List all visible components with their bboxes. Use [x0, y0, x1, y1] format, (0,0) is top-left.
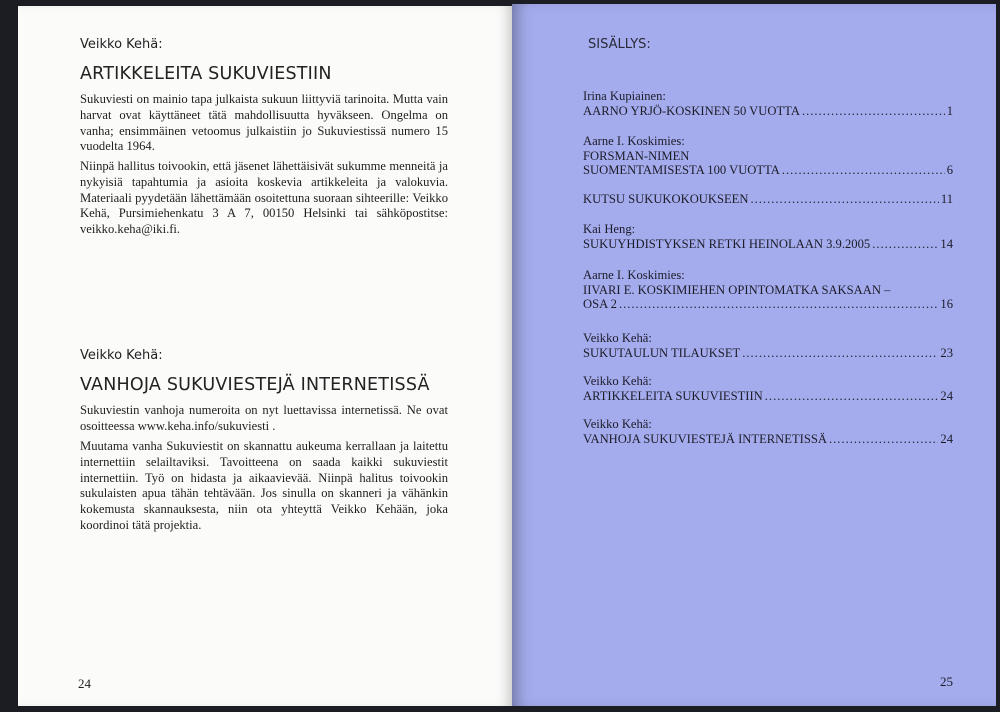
left-page — [18, 6, 512, 706]
toc-entry-page: 24 — [940, 431, 953, 446]
article2-paragraph-1: Sukuviestin vanhoja numeroita on nyt luettavissa internetissä. Ne ovat osoitteessa www.keha.info/sukuviesti . — [80, 403, 448, 433]
page-number-right: 25 — [940, 674, 953, 689]
toc-entry-title-line — [583, 237, 953, 252]
toc-title: SISÄLLYS: — [588, 37, 651, 52]
toc-entry-title-line — [583, 389, 953, 404]
toc-entry-page: 23 — [940, 345, 953, 360]
toc-dot-leader — [750, 192, 938, 207]
toc-entry-page: 6 — [946, 163, 953, 178]
toc-entry-page: 16 — [940, 297, 953, 312]
toc-entry-title-line: FORSMAN-NIMEN — [583, 148, 690, 163]
toc-dot-leader — [872, 237, 938, 252]
toc-entry-title: SUKUTAULUN TILAUKSET — [583, 345, 741, 360]
toc-entry-title: ARTIKKELEITA SUKUVIESTIIN — [583, 388, 763, 403]
toc-entry-author: Irina Kupiainen: — [583, 89, 666, 103]
toc-entry — [583, 374, 953, 403]
toc-entry-page: 24 — [940, 388, 953, 403]
toc-entry-title: SUKUYHDISTYKSEN RETKI HEINOLAAN 3.9.2005 — [583, 236, 871, 251]
toc-entry-title: AARNO YRJÖ-KOSKINEN 50 VUOTTA — [583, 103, 800, 118]
toc-entry-page: 14 — [940, 236, 953, 251]
article1-paragraph-1: Sukuviesti on mainio tapa julkaista sukuun liittyviä tarinoita. Mutta vain harvat ovat käyttäneet tätä mahdollisuutta hyväkseen. Ongelma on vanha; ensimmäinen vetoomus julkaistiin jo Sukuviestissä numero 15 vuodelta 1964. — [80, 92, 448, 154]
toc-entry-title-line — [583, 432, 953, 447]
toc-entry-author: Kai Heng: — [583, 222, 636, 236]
toc-entry-title: OSA 2 — [583, 297, 617, 312]
article1-title: ARTIKKELEITA SUKUVIESTIIN — [80, 64, 332, 84]
toc-entry-page: 1 — [946, 103, 953, 118]
toc-dot-leader — [829, 432, 938, 447]
toc-entry-page: 11 — [940, 192, 953, 206]
toc-entry — [583, 268, 953, 312]
toc-entry — [583, 89, 953, 118]
toc-entry-title-line — [583, 163, 953, 178]
toc-entry-title-line: IIVARI E. KOSKIMIEHEN OPINTOMATKA SAKSAAN – — [583, 282, 891, 297]
toc-entry-author: Veikko Kehä: — [583, 331, 652, 345]
toc-entry-title-line — [583, 192, 953, 207]
toc-dot-leader — [782, 163, 945, 178]
toc-dot-leader — [802, 104, 945, 119]
toc-entry-title-line — [583, 297, 953, 312]
toc-dot-leader — [619, 297, 938, 312]
toc-entry — [583, 134, 953, 178]
toc-entry-title-line — [583, 104, 953, 119]
toc-entry-author: Veikko Kehä: — [583, 374, 652, 388]
toc-entry — [583, 222, 953, 251]
toc-entry-title: VANHOJA SUKUVIESTEJÄ INTERNETISSÄ — [583, 431, 827, 446]
toc-entry-title: SUOMENTAMISESTA 100 VUOTTA — [583, 163, 780, 178]
article2-title: VANHOJA SUKUVIESTEJÄ INTERNETISSÄ — [80, 375, 430, 395]
toc-dot-leader — [765, 389, 939, 404]
toc-entry-author: Veikko Kehä: — [583, 417, 652, 431]
toc-entry-title: KUTSU SUKUKOKOUKSEEN — [583, 192, 749, 206]
toc-entry — [583, 331, 953, 360]
toc-entry — [583, 192, 953, 207]
article1-paragraph-2: Niinpä hallitus toivookin, että jäsenet lähettäisivät sukumme menneitä ja nykyisiä tapahtumia ja asioita koskevia artikkeleita ja valokuvia. Materiaali pyydetään lähettämään osoitettuna suoraan sihteerille: Veikko Kehä, Pursimiehenkatu 3 A 7, 00150 Helsinki tai sähköpostitse: veikko.keha@iki.fi. — [80, 159, 448, 237]
page-number-left: 24 — [78, 676, 91, 691]
article1-author: Veikko Kehä: — [80, 37, 163, 52]
toc-dot-leader — [742, 346, 938, 361]
toc-entry-author: Aarne I. Koskimies: — [583, 268, 685, 282]
article2-author: Veikko Kehä: — [80, 348, 163, 363]
right-page — [512, 4, 996, 706]
toc-entry-title-line — [583, 346, 953, 361]
article2-paragraph-2: Muutama vanha Sukuviestit on skannattu aukeuma kerrallaan ja laitettu internettiin selailtaviksi. Tavoitteena on saada kaikki sukuviestit internettiin. Työ on hidasta ja aikaavievää. Niinpä halitus toivookin sukulaisten apua tähän tehtävään. Jos sinulla on skanneri ja vähänkin kokemusta skannauksesta, niin ota yhteyttä Veikko Kehään, joka koordinoi tätä projektia. — [80, 439, 448, 532]
toc-entry-author: Aarne I. Koskimies: — [583, 134, 685, 148]
toc-entry — [583, 417, 953, 446]
